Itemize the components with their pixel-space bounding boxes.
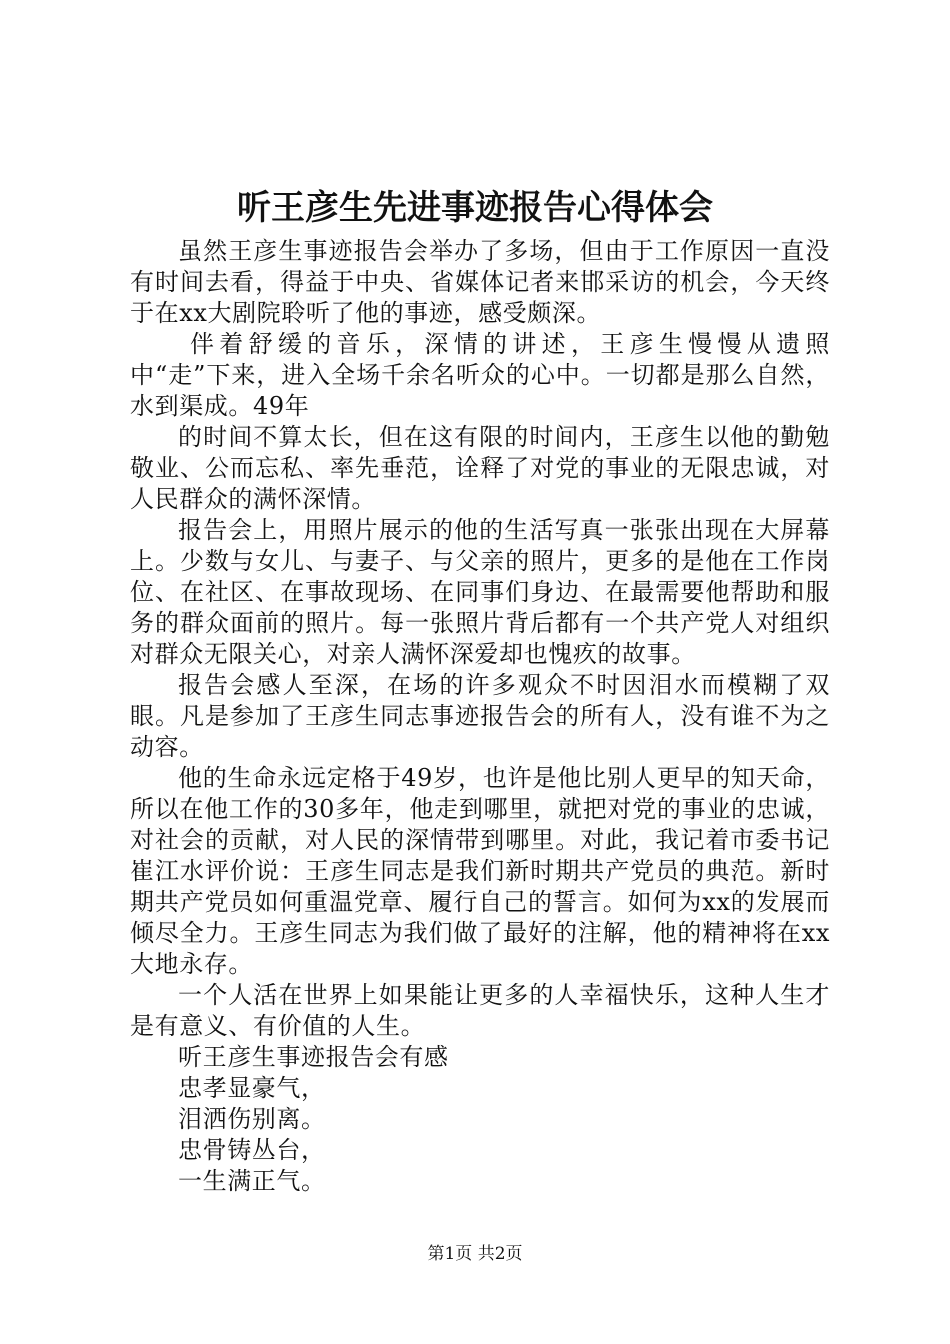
poem-title: 听王彦生事迹报告会有感 — [178, 1043, 449, 1071]
document-body — [130, 236, 830, 1197]
poem-line: 忠孝显豪气， — [178, 1074, 326, 1102]
paragraph: 伴着舒缓的音乐，深情的讲述，王彦生慢慢从遗照中“走”下来，进入全场千余名听众的心中。一切都是那么自然，水到渠成。49年 — [130, 330, 830, 420]
paragraph: 的时间不算太长，但在这有限的时间内，王彦生以他的勤勉敬业、公而忘私、率先垂范，诠释了对党的事业的无限忠诚，对人民群众的满怀深情。 — [130, 423, 830, 513]
poem-line: 泪洒伤别离。 — [178, 1105, 326, 1133]
paragraph: 报告会上，用照片展示的他的生活写真一张张出现在大屏幕上。少数与女儿、与妻子、与父亲的照片，更多的是他在工作岗位、在社区、在事故现场、在同事们身边、在最需要他帮助和服务的群众面前的照片。每一张照片背后都有一个共产党人对组织对群众无限关心，对亲人满怀深爱却也愧疚的故事。 — [130, 516, 830, 668]
page-number: 第1页 共2页 — [427, 1244, 523, 1264]
paragraph: 报告会感人至深，在场的许多观众不时因泪水而模糊了双眼。凡是参加了王彦生同志事迹报告会的所有人，没有谁不为之动容。 — [130, 671, 830, 761]
poem-line: 忠骨铸丛台， — [178, 1136, 326, 1164]
paragraph: 虽然王彦生事迹报告会举办了多场，但由于工作原因一直没有时间去看，得益于中央、省媒体记者来邯采访的机会，今天终于在xx大剧院聆听了他的事迹，感受颇深。 — [130, 237, 830, 327]
poem-line: 一生满正气。 — [178, 1167, 326, 1195]
document-title: 听王彦生先进事迹报告心得体会 — [237, 188, 713, 228]
paragraph: 他的生命永远定格于49岁，也许是他比别人更早的知天命，所以在他工作的30多年，他走到哪里，就把对党的事业的忠诚，对社会的贡献，对人民的深情带到哪里。对此，我记着市委书记崔江水评价说：王彦生同志是我们新时期共产党员的典范。新时期共产党员如何重温党章、履行自己的誓言。如何为xx的发展而倾尽全力。王彦生同志为我们做了最好的注解，他的精神将在xx大地永存。 — [130, 764, 830, 978]
paragraph: 一个人活在世界上如果能让更多的人幸福快乐，这种人生才是有意义、有价值的人生。 — [130, 981, 830, 1040]
